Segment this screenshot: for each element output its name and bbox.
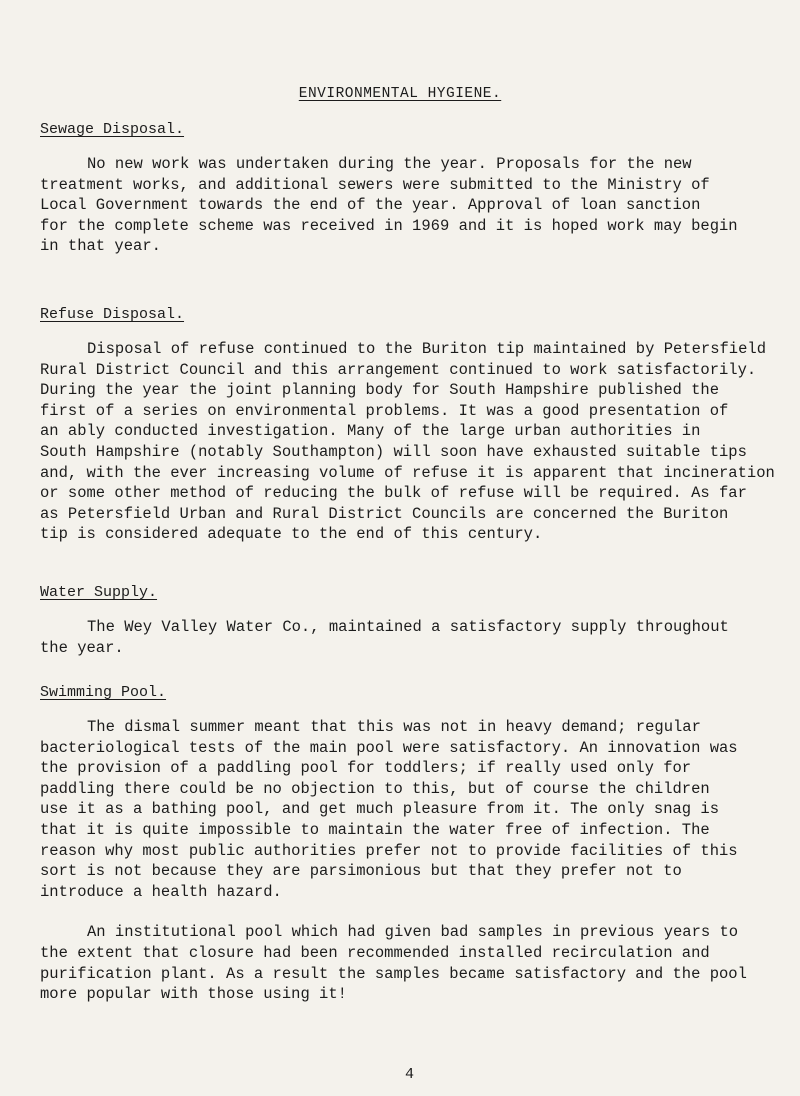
paragraph: The Wey Valley Water Co., maintained a satisfactory supply throughout the year. [40,618,729,657]
page-number: 4 [405,1066,415,1083]
section-refuse-disposal [40,305,800,545]
section-heading: Refuse Disposal. [40,306,185,323]
section-heading: Sewage Disposal. [40,121,185,138]
paragraph: The dismal summer meant that this was not in heavy demand; regular bacteriological tests of the main pool were satisfactory. An innovation was the provision of a paddling pool for toddlers; if really used only for paddling there could be no objection to this, but of course the children use it as a bathing pool, and get much pleasure from it. The only snag is that it is quite impossible to maintain the water free of infection. The reason why most public authorities prefer not to provide facilities of this sort is not because they are parsimonious but that they prefer not to introduce a health hazard. [40,718,738,901]
section-heading: Water Supply. [40,584,158,601]
section-sewage-disposal [40,120,800,257]
section-water-supply [40,583,800,658]
section-heading: Swimming Pool. [40,684,167,701]
section-swimming-pool [40,683,800,1005]
paragraph: No new work was undertaken during the year. Proposals for the new treatment works, and additional sewers were submitted to the Ministry of Local Government towards the end of the year. Approval of loan sanction for the complete scheme was received in 1969 and it is hoped work may begin in that year. [40,155,738,256]
page-title: ENVIRONMENTAL HYGIENE. [298,86,502,102]
paragraph: Disposal of refuse continued to the Buriton tip maintained by Petersfield Rural District Council and this arrangement continued to work satisfactorily. During the year the joint planning body for South Hampshire published the first of a series on environmental problems. It was a good presentation of an ably conducted investigation. Many of the large urban authorities in South Hampshire (notably Southampton) will soon have exhausted suitable tips and, with the ever increasing volume of refuse it is apparent that incineration or some other method of reducing the bulk of refuse will be required. As far as Petersfield Urban and Rural District Councils are concerned the Buriton tip is considered adequate to the end of this century. [40,340,775,544]
paragraph: An institutional pool which had given bad samples in previous years to the extent that closure had been recommended installed recirculation and purification plant. As a result the samples became satisfactory and the pool more popular with those using it! [40,923,747,1004]
